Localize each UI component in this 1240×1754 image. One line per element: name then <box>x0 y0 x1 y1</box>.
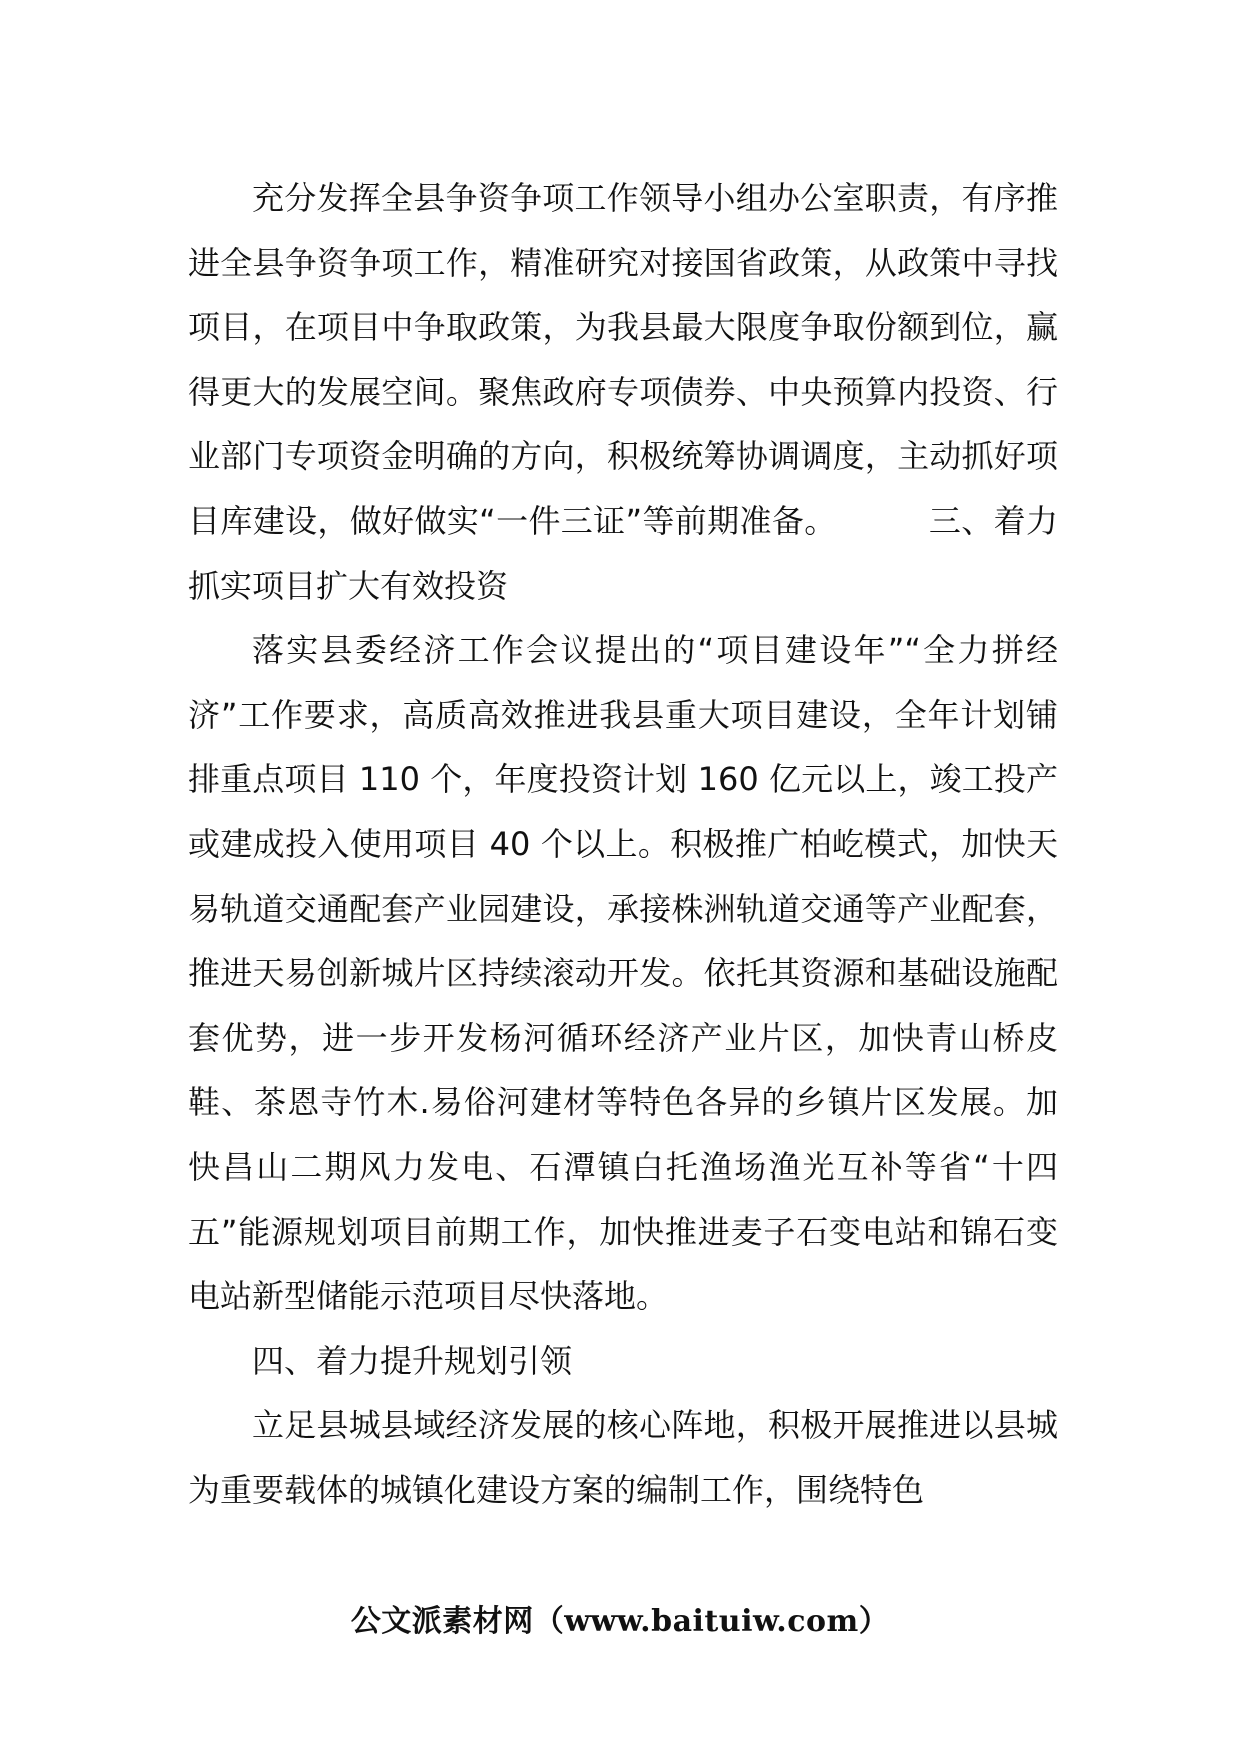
document-body <box>188 166 1058 1522</box>
footer-watermark: 公文派素材网（www.baituiw.com） <box>350 1604 890 1639</box>
paragraph-projects: 落实县委经济工作会议提出的“项目建设年”“全力拼经济”工作要求，高质高效推进我县重大项目建设，全年计划铺排重点项目 110 个，年度投资计划 160 亿元以上，竣工投产或建成投入使用项目 40 个以上。积极推广柏屹模式，加快天易轨道交通配套产业园建设，承接株洲轨道交通等产业配套，推进天易创新城片区持续滚动开发。依托其资源和基础设施配套优势，进一步开发杨河循环经济产业片区，加快青山桥皮鞋、茶恩寺竹木.易俗河建材等特色各异的乡镇片区发展。加快昌山二期风力发电、石潭镇白托渔场渔光互补等省“十四五”能源规划项目前期工作，加快推进麦子石变电站和锦石变电站新型储能示范项目尽快落地。 <box>188 631 1058 1316</box>
paragraph-text: 充分发挥全县争资争项工作领导小组办公室职责，有序推进全县争资争项工作，精准研究对接国省政策，从政策中寻找项目，在项目中争取政策，为我县最大限度争取份额到位，赢得更大的发展空间。聚焦政府专项债券、中央预算内投资、行业部门专项资金明确的方向，积极统筹协调调度，主动抓好项目库建设，做好做实“一件三证”等前期准备。 <box>188 179 1058 540</box>
section-heading-3: 三、着力抓实项目扩大有效投资 <box>188 501 1058 605</box>
paragraph-policy <box>188 166 1058 618</box>
section-heading-4: 四、着力提升规划引领 <box>252 1341 573 1380</box>
paragraph-planning: 立足县城县域经济发展的核心阵地，积极开展推进以县城为重要载体的城镇化建设方案的编制工作，围绕特色 <box>188 1406 1058 1509</box>
